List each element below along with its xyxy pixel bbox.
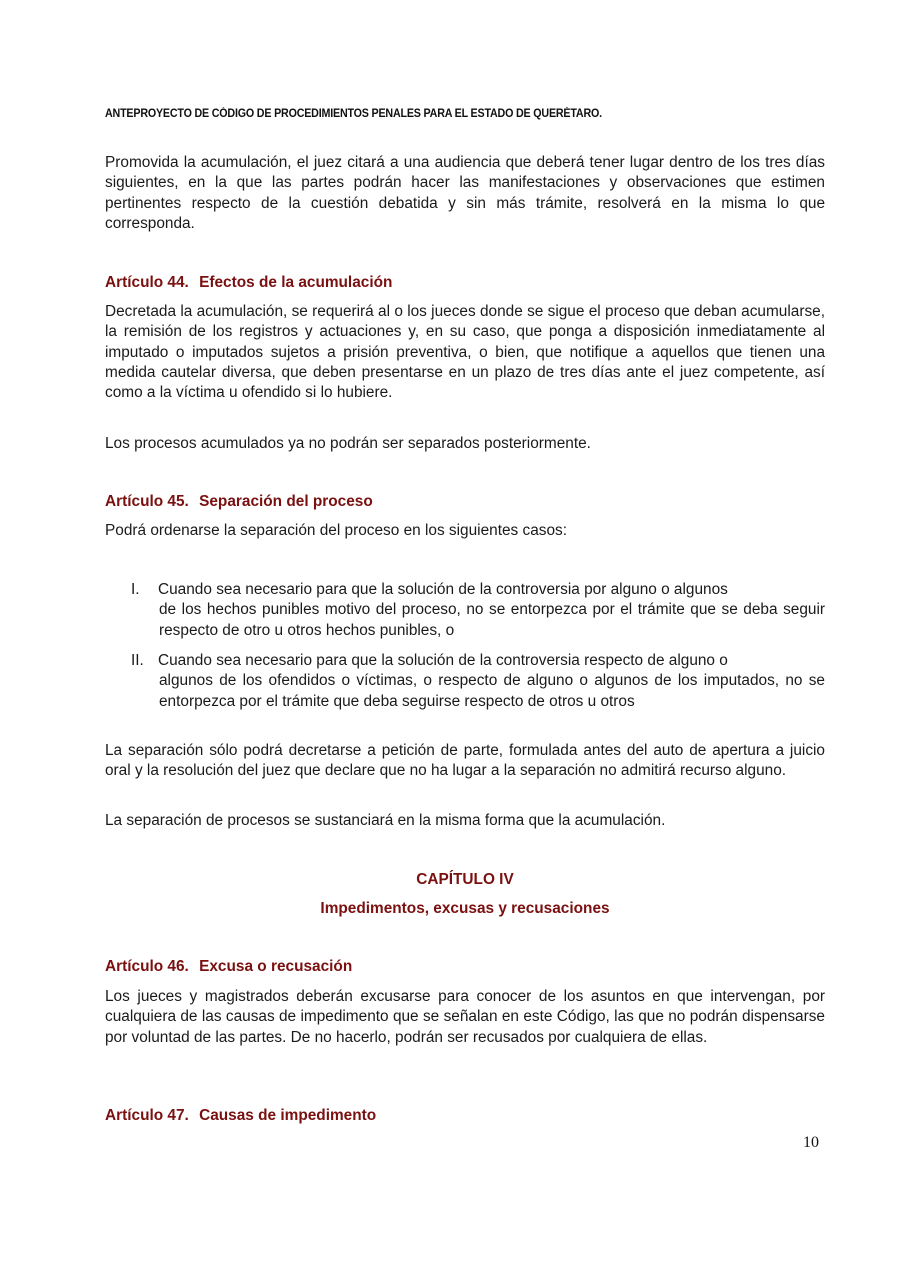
article-44-paragraph-1: Decretada la acumulación, se requerirá al o los jueces donde se sigue el proceso que deban acumularse, la remisión de los registros y actuaciones y, en su caso, que ponga a disposición inmediatamente al imputado o imputados sujetos a prisión preventiva, o bien, que notifique a aquellos que tienen una medida cautelar diversa, que deben presentarse en un plazo de tres días ante el juez competente, así como a la víctima u ofendido si lo hubiere.	[105, 303, 825, 402]
list-first-line: Cuando sea necesario para que la solución de la controversia respecto de alguno o	[158, 652, 728, 669]
article-45-paragraph-2: La separación sólo podrá decretarse a petición de parte, formulada antes del auto de apertura a juicio oral y la resolución del juez que declare que no ha lugar a la separación no admitirá recurso alguno.	[105, 742, 825, 780]
article-number: Artículo 47.	[105, 1107, 189, 1124]
list-marker: I.	[131, 581, 140, 598]
article-44-heading	[105, 273, 392, 293]
article-45-heading	[105, 492, 373, 512]
article-45-paragraph-3: La separación de procesos se sustanciará en la misma forma que la acumulación.	[105, 812, 666, 829]
list-item-ii	[131, 651, 825, 712]
article-46-heading	[105, 957, 352, 977]
article-title: Causas de impedimento	[199, 1107, 377, 1124]
article-number: Artículo 44.	[105, 274, 189, 291]
article-number: Artículo 46.	[105, 958, 189, 975]
article-title: Excusa o recusación	[199, 958, 353, 975]
list-item-i	[131, 580, 825, 641]
list-marker: II.	[131, 652, 144, 669]
article-number: Artículo 45.	[105, 493, 189, 510]
list-rest: algunos de los ofendidos o víctimas, o respecto de alguno o algunos de los imputados, no se entorpezca por el trámite que deba seguirse respecto de otros u otros	[159, 672, 825, 710]
chapter-title: Impedimentos, excusas y recusaciones	[320, 900, 610, 917]
article-45-paragraph-1: Podrá ordenarse la separación del proceso en los siguientes casos:	[105, 522, 567, 539]
list-rest: de los hechos punibles motivo del proceso, no se entorpezca por el trámite que se deba seguir respecto de otro u otros hechos punibles, o	[159, 601, 825, 639]
article-44-paragraph-2: Los procesos acumulados ya no podrán ser separados posteriormente.	[105, 435, 591, 452]
chapter-label: CAPÍTULO IV	[416, 871, 514, 888]
page-number: 10	[803, 1134, 819, 1151]
article-46-paragraph-1: Los jueces y magistrados deberán excusarse para conocer de los asuntos en que intervengan, por cualquiera de las causas de impedimento que se señalan en este Código, las que no podrán dispensarse por voluntad de las partes. De no hacerlo, podrán ser recusados por cualquiera de ellas.	[105, 988, 825, 1046]
article-47-heading	[105, 1106, 376, 1126]
intro-paragraph: Promovida la acumulación, el juez citará a una audiencia que deberá tener lugar dentro de los tres días siguientes, en la que las partes podrán hacer las manifestaciones y observaciones que estimen pertinentes respecto de la cuestión debatida y sin más trámite, resolverá en la misma lo que corresponda.	[105, 154, 825, 232]
article-title: Efectos de la acumulación	[199, 274, 393, 291]
list-first-line: Cuando sea necesario para que la solución de la controversia por alguno o algunos	[158, 581, 728, 598]
article-title: Separación del proceso	[199, 493, 373, 510]
running-header: ANTEPROYECTO DE CÓDIGO DE PROCEDIMIENTOS PENALES PARA EL ESTADO DE QUERÉTARO.	[105, 108, 602, 120]
